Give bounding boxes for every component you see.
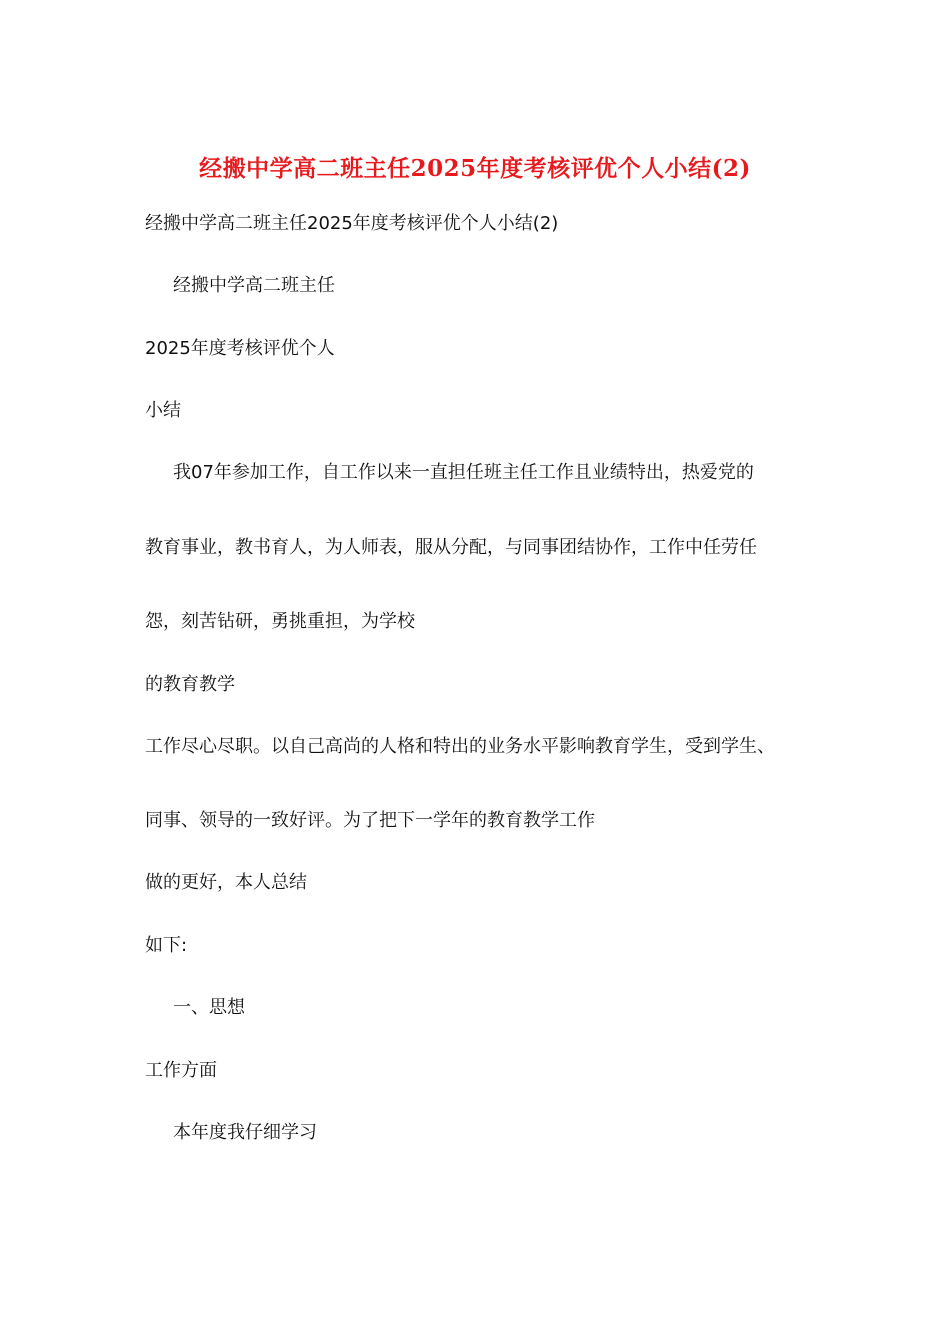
paragraph-line: 小结 xyxy=(145,400,181,421)
paragraph-line: 经搬中学高二班主任 xyxy=(173,275,335,296)
subtitle-line: 经搬中学高二班主任2025年度考核评优个人小结(2) xyxy=(145,213,559,234)
paragraph-line: 的教育教学 xyxy=(145,674,235,695)
paragraph-line: 工作方面 xyxy=(145,1060,217,1081)
document-title: 经搬中学高二班主任2025年度考核评优个人小结(2) xyxy=(199,155,751,182)
paragraph-line: 如下: xyxy=(145,935,188,956)
section-heading: 一、思想 xyxy=(173,997,245,1018)
paragraph-line: 同事、领导的一致好评。为了把下一学年的教育教学工作 xyxy=(145,810,595,831)
paragraph-line: 工作尽心尽职。以自己高尚的人格和特出的业务水平影响教育学生，受到学生、 xyxy=(145,736,775,757)
paragraph-line: 本年度我仔细学习 xyxy=(173,1122,317,1143)
paragraph-line: 做的更好，本人总结 xyxy=(145,872,307,893)
paragraph-line: 2025年度考核评优个人 xyxy=(145,338,335,359)
paragraph-line: 我07年参加工作，自工作以来一直担任班主任工作且业绩特出，热爱党的 xyxy=(173,462,754,483)
paragraph-line: 怨，刻苦钻研，勇挑重担，为学校 xyxy=(145,611,415,632)
paragraph-line: 教育事业，教书育人，为人师表，服从分配，与同事团结协作，工作中任劳任 xyxy=(145,537,757,558)
